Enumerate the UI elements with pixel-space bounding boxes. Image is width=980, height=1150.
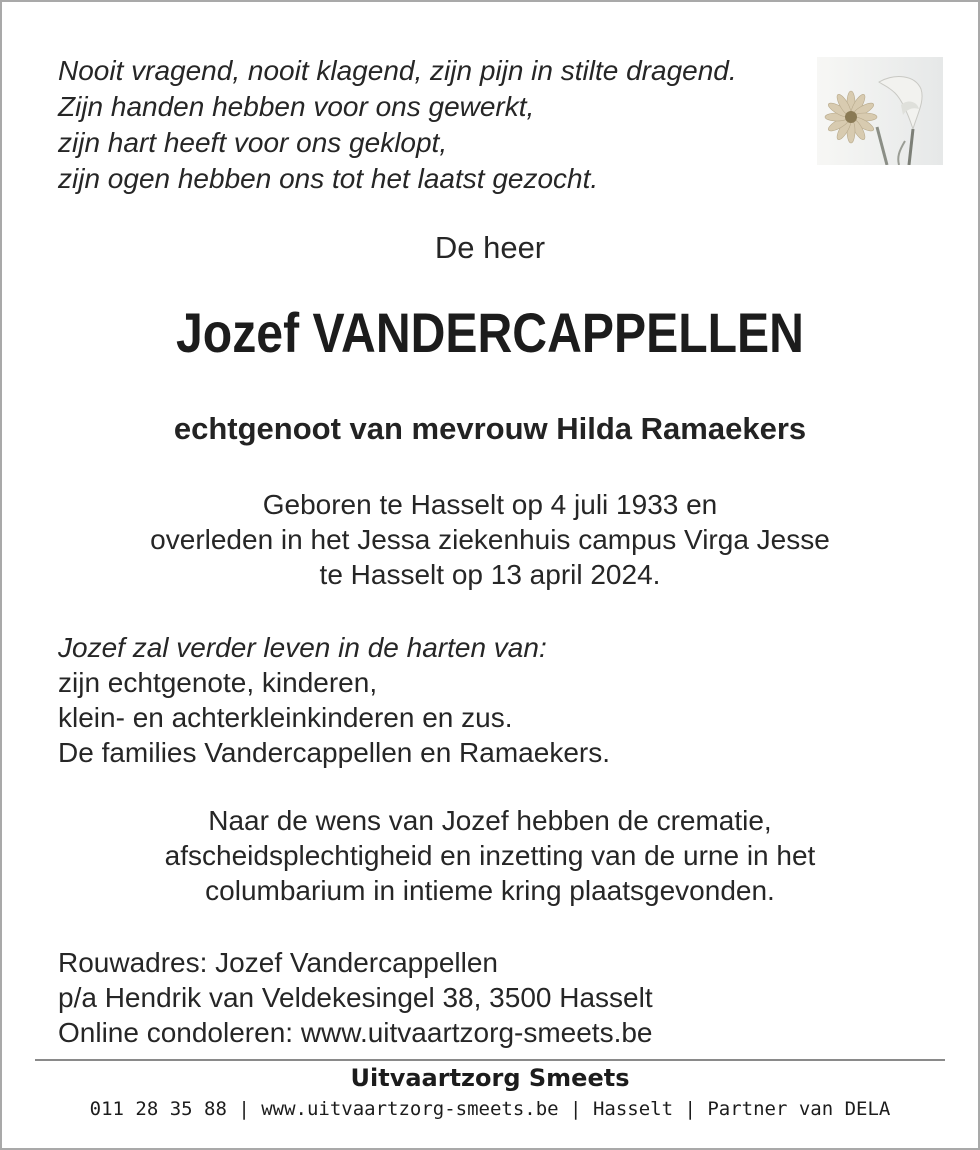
poem-line: zijn hart heeft voor ons geklopt,	[58, 127, 448, 158]
wish-line: Naar de wens van Jozef hebben de crematie,	[208, 805, 772, 836]
birth-death-line: te Hasselt op 13 april 2024.	[319, 559, 661, 590]
address-line: Online condoleren: www.uitvaartzorg-smeets.be	[58, 1017, 653, 1048]
wish-line: columbarium in intieme kring plaatsgevonden.	[205, 875, 775, 906]
funeral-wish	[0, 803, 980, 908]
survivors-line: zijn echtgenote, kinderen,	[58, 667, 378, 698]
wish-line: afscheidsplechtigheid en inzetting van de urne in het	[164, 840, 816, 871]
funeral-home-contact: 011 28 35 88 | www.uitvaartzorg-smeets.be | Hasselt | Partner van DELA	[89, 1098, 891, 1120]
poem-line: zijn ogen hebben ons tot het laatst gezocht.	[58, 163, 599, 194]
survivors-line: De families Vandercappellen en Ramaekers.	[58, 737, 610, 768]
survivors-intro: Jozef zal verder leven in de harten van:	[58, 632, 547, 663]
funeral-home-name: Uitvaartzorg Smeets	[350, 1064, 630, 1092]
address-line: Rouwadres: Jozef Vandercappellen	[58, 947, 498, 978]
survivors-line: klein- en achterkleinkinderen en zus.	[58, 702, 513, 733]
flower-photo-icon	[817, 57, 943, 165]
birth-death-details	[0, 487, 980, 592]
mourning-address	[58, 945, 653, 1050]
poem-line: Nooit vragend, nooit klagend, zijn pijn in stilte dragend.	[58, 55, 737, 86]
footer-divider	[35, 1059, 945, 1061]
spouse-line: echtgenoot van mevrouw Hilda Ramaekers	[173, 411, 807, 446]
deceased-name: Jozef VANDERCAPPELLEN	[176, 301, 804, 364]
salutation: De heer	[434, 230, 546, 265]
survivors	[58, 630, 610, 770]
poem	[58, 53, 737, 197]
birth-death-line: Geboren te Hasselt op 4 juli 1933 en	[262, 489, 718, 520]
poem-line: Zijn handen hebben voor ons gewerkt,	[58, 91, 535, 122]
birth-death-line: overleden in het Jessa ziekenhuis campus Virga Jesse	[150, 524, 830, 555]
address-line: p/a Hendrik van Veldekesingel 38, 3500 Hasselt	[58, 982, 653, 1013]
